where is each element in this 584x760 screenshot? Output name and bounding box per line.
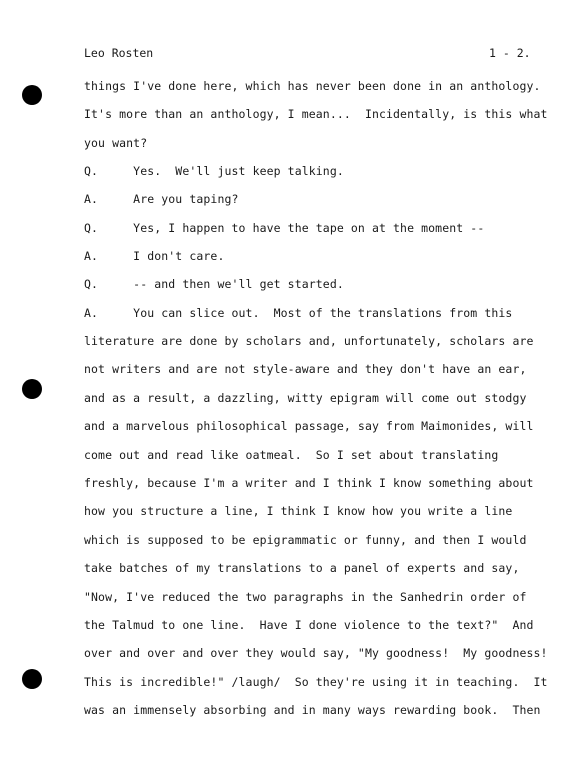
binder-hole-bottom	[22, 669, 42, 689]
text-line: Q. Yes. We'll just keep talking.	[84, 164, 344, 178]
text-line: literature are done by scholars and, unfortunately, scholars are	[84, 334, 534, 348]
text-line: things I've done here, which has never been done in an anthology.	[84, 79, 541, 93]
text-line: "Now, I've reduced the two paragraphs in the Sanhedrin order of	[84, 590, 527, 604]
binder-hole-top	[22, 85, 42, 105]
text-line: It's more than an anthology, I mean... Incidentally, is this what	[84, 107, 548, 121]
text-line: which is supposed to be epigrammatic or funny, and then I would	[84, 533, 527, 547]
text-line: and as a result, a dazzling, witty epigram will come out stodgy	[84, 391, 527, 405]
text-line: This is incredible!" /laugh/ So they're using it in teaching. It	[84, 675, 548, 689]
text-line: A. Are you taping?	[84, 192, 239, 206]
header-page-number: 1 - 2.	[489, 46, 531, 60]
text-line: not writers and are not style-aware and they don't have an ear,	[84, 362, 527, 376]
text-line: how you structure a line, I think I know how you write a line	[84, 504, 513, 518]
text-line: Q. Yes, I happen to have the tape on at the moment --	[84, 221, 485, 235]
text-line: was an immensely absorbing and in many ways rewarding book. Then	[84, 703, 541, 717]
header-author: Leo Rosten	[84, 46, 154, 60]
text-line: A. I don't care.	[84, 249, 225, 263]
text-line: the Talmud to one line. Have I done violence to the text?" And	[84, 618, 534, 632]
text-line: take batches of my translations to a panel of experts and say,	[84, 561, 520, 575]
text-line: come out and read like oatmeal. So I set about translating	[84, 448, 499, 462]
text-line: you want?	[84, 136, 148, 150]
text-line: Q. -- and then we'll get started.	[84, 277, 344, 291]
text-line: freshly, because I'm a writer and I think I know something about	[84, 476, 534, 490]
binder-hole-middle	[22, 379, 42, 399]
text-line: A. You can slice out. Most of the translations from this	[84, 306, 513, 320]
text-line: and a marvelous philosophical passage, say from Maimonides, will	[84, 419, 534, 433]
text-line: over and over and over they would say, "My goodness! My goodness!	[84, 646, 548, 660]
